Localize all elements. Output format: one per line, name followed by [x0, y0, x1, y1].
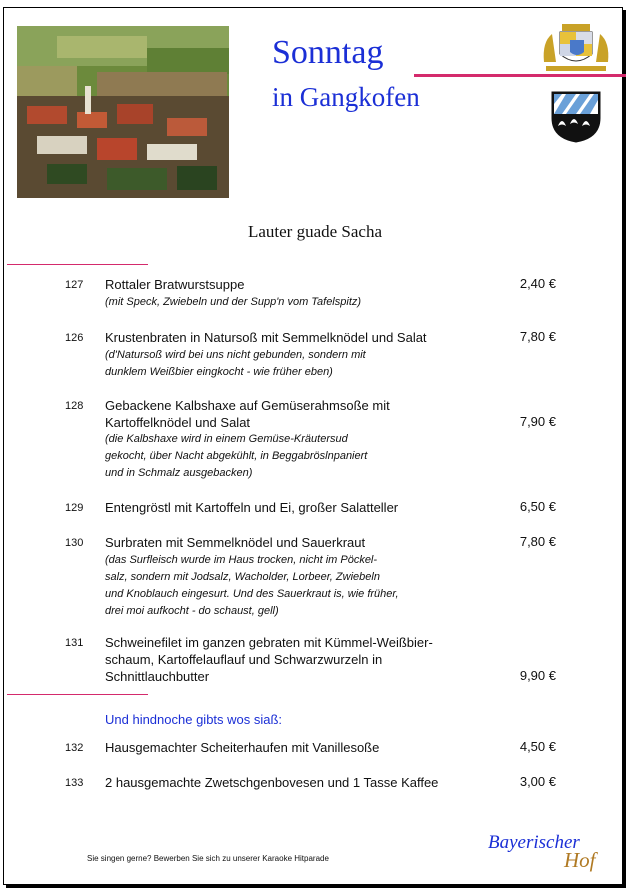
gangkofen-coat-of-arms-icon	[548, 88, 604, 144]
item-number: 129	[65, 502, 84, 514]
dish-name: Schweinefilet im ganzen gebraten mit Kümmel-Weißbier- schaum, Kartoffelauflauf und Schwarzwurzeln in Schnittlauchbutter	[105, 635, 433, 684]
dessert-heading: Und hindnoche gibts wos siaß:	[105, 712, 283, 727]
item-number: 131	[65, 637, 84, 649]
menu-page	[3, 7, 623, 885]
dish-note: (d'Natursoß wird bei uns nicht gebunden, sondern mit dunklem Weißbier eingkocht - wie früher eben)	[105, 349, 366, 378]
page-subtitle-location: in Gangkofen	[272, 82, 420, 112]
dish-note: (das Surfleisch wurde im Haus trocken, nicht im Pöckel- salz, sondern mit Jodsalz, Wacholder, Lorbeer, Zwiebeln und Knoblauch eingesurt. Und des Sauerkraut is, wie früher, drei moi aufkocht - do schaust, gell)	[105, 554, 399, 617]
dish-price: 7,80 €	[519, 329, 556, 344]
dish-price: 7,80 €	[519, 534, 556, 549]
logo-text-hof: Hof	[564, 848, 596, 872]
dish-name: Gebackene Kalbshaxe auf Gemüserahmsoße mit Kartoffelknödel und Salat	[105, 398, 390, 430]
item-number: 128	[65, 400, 84, 412]
dish-name: Entengröstl mit Kartoffeln und Ei, großer Salatteller	[105, 500, 399, 515]
karaoke-note: Sie singen gerne? Bewerben Sie sich zu unserer Karaoke Hitparade	[87, 854, 329, 863]
dish-price: 9,90 €	[519, 668, 556, 683]
dish-price: 2,40 €	[519, 276, 556, 291]
dessert-price: 3,00 €	[519, 774, 556, 789]
dish-price: 6,50 €	[519, 499, 556, 514]
dish-note: (die Kalbshaxe wird in einem Gemüse-Kräutersud gekocht, über Nacht abgekühlt, in Beggabröslnpaniert und in Schmalz ausgebacken)	[105, 433, 368, 479]
dish-name: Rottaler Bratwurstsuppe	[105, 277, 245, 292]
section-rule	[7, 264, 148, 265]
page-title: Sonntag	[272, 34, 384, 71]
title-underline	[414, 74, 626, 77]
logo-text-bayerischer: Bayerischer	[488, 832, 580, 853]
town-aerial-photo	[17, 26, 229, 198]
dessert-name: 2 hausgemachte Zwetschgenbovesen und 1 Tasse Kaffee	[105, 775, 439, 790]
section-rule	[7, 694, 148, 695]
dish-note: (mit Speck, Zwiebeln und der Supp'n vom Tafelspitz)	[105, 296, 362, 308]
bayerischer-hof-logo	[488, 830, 600, 876]
dish-name: Surbraten mit Semmelknödel und Sauerkraut	[105, 535, 366, 550]
dessert-name: Hausgemachter Scheiterhaufen mit Vanillesoße	[105, 740, 380, 755]
item-number: 133	[65, 777, 84, 789]
item-number: 130	[65, 537, 84, 549]
dish-price: 7,90 €	[519, 414, 556, 429]
item-number: 126	[65, 332, 84, 344]
menu-section-title: Lauter guade Sacha	[247, 222, 383, 241]
item-number: 127	[65, 279, 84, 291]
dish-name: Krustenbraten in Natursoß mit Semmelknödel und Salat	[105, 330, 427, 345]
item-number: 132	[65, 742, 84, 754]
bavarian-coat-of-arms-icon	[540, 22, 612, 74]
dessert-price: 4,50 €	[519, 739, 556, 754]
